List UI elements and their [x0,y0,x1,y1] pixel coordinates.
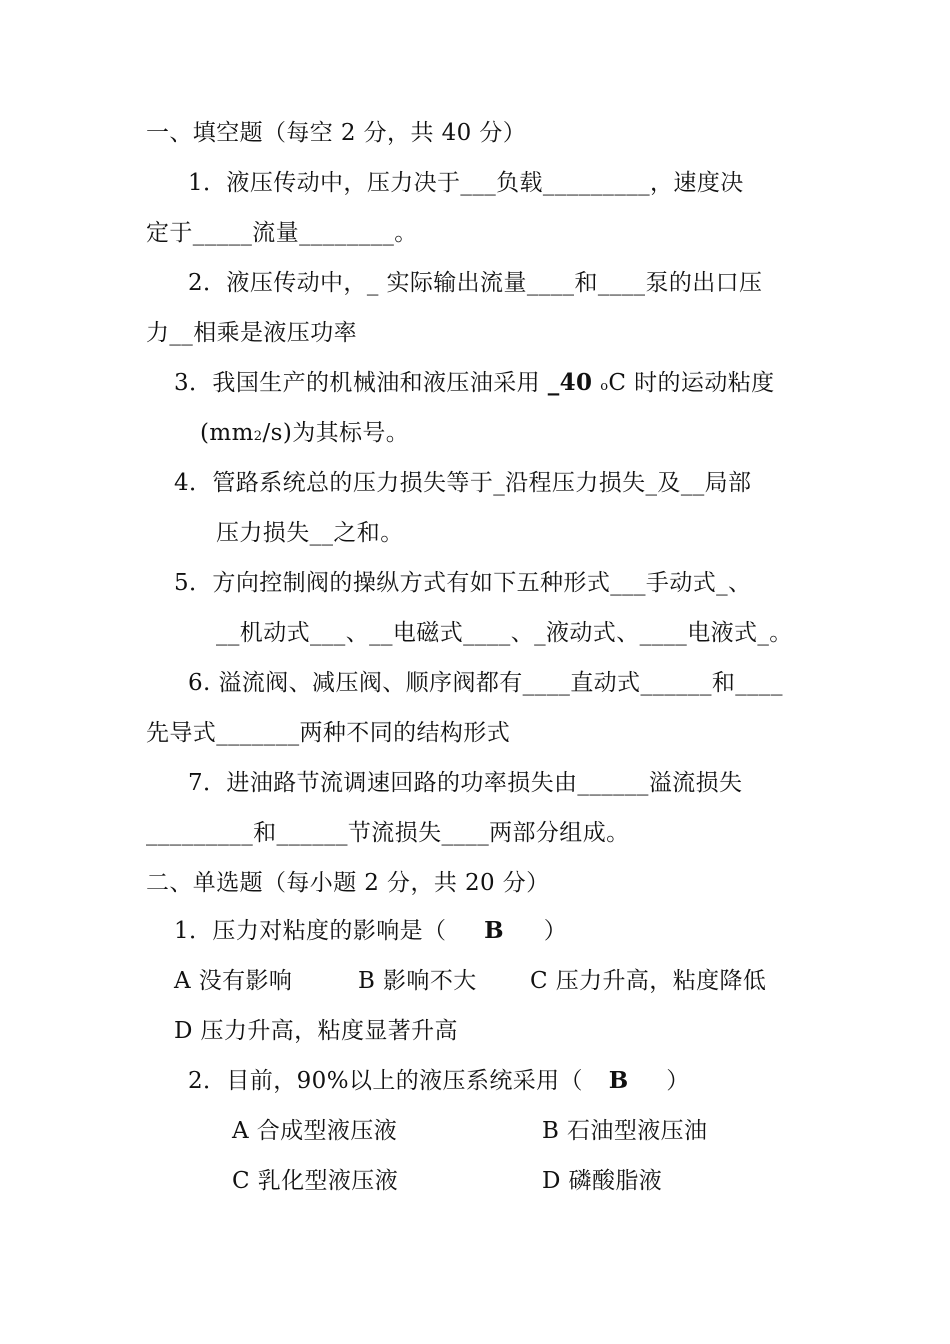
q3-text-part1: 3．我国生产的机械油和液压油采用 [174,370,548,396]
mc2-option-b: B 石油型液压油 [542,1118,708,1144]
mc1-stem: 1．压力对粘度的影响是（ [174,918,447,944]
mc2-answer: B [608,1067,629,1094]
q3-unit-superscript: 2 [253,429,263,444]
q2-line2: 力__相乘是液压功率 [146,320,357,346]
q3-answer: _40 [547,369,593,396]
mc1-option-c: C 压力升高，粘度降低 [530,968,767,994]
q7-line1: 7．进油路节流调速回路的功率损失由______溢流损失 [188,770,743,796]
mc2-stem-line [188,1066,690,1096]
mc2-stem: 2．目前，90%以上的液压系统采用（ [188,1068,583,1094]
q1-line1: 1．液压传动中，压力决于___负载_________，速度决 [188,170,744,196]
q1-line2: 定于_____流量________。 [146,220,418,246]
q7-line2: _________和______节流损失____两部分组成。 [146,820,630,846]
q4-line2: 压力损失__之和。 [216,520,404,546]
mc1-answer: B [484,917,504,944]
q3-degree-mark: o [600,379,609,394]
q3-line2 [200,418,409,452]
q6-line2: 先导式_______两种不同的结构形式 [146,720,511,746]
mc1-option-a: A 没有影响 [174,968,293,994]
mc1-option-d: D 压力升高，粘度显著升高 [174,1018,458,1044]
mc2-close: ） [666,1068,690,1094]
section2-heading: 二、单选题（每小题 2 分，共 20 分） [146,870,550,896]
q3-unit-a: (mm [200,420,254,446]
q5-line1: 5．方向控制阀的操纵方式有如下五种形式___手动式_、 [174,570,752,596]
q5-line2: __机动式___、__电磁式____、_液动式、____电液式_。 [216,620,793,646]
q3-line1 [174,368,775,402]
q4-line1: 4．管路系统总的压力损失等于_沿程压力损失_及__局部 [174,470,752,496]
q3-unit-b: /s)为其标号。 [262,420,410,446]
mc2-option-d: D 磷酸脂液 [542,1168,663,1194]
mc2-option-a: A 合成型液压液 [232,1118,398,1144]
mc1-close: ） [543,918,568,944]
mc2-option-c: C 乳化型液压液 [232,1168,399,1194]
q3-text-part2: C 时的运动粘度 [608,370,775,396]
mc1-stem-line [174,916,567,946]
mc1-option-b: B 影响不大 [358,968,477,994]
q6-line1: 6. 溢流阀、减压阀、顺序阀都有____直动式______和____ [188,670,783,696]
section1-heading: 一、填空题（每空 2 分，共 40 分） [146,120,527,146]
q2-line1: 2．液压传动中，_ 实际输出流量____和____泵的出口压 [188,270,763,296]
